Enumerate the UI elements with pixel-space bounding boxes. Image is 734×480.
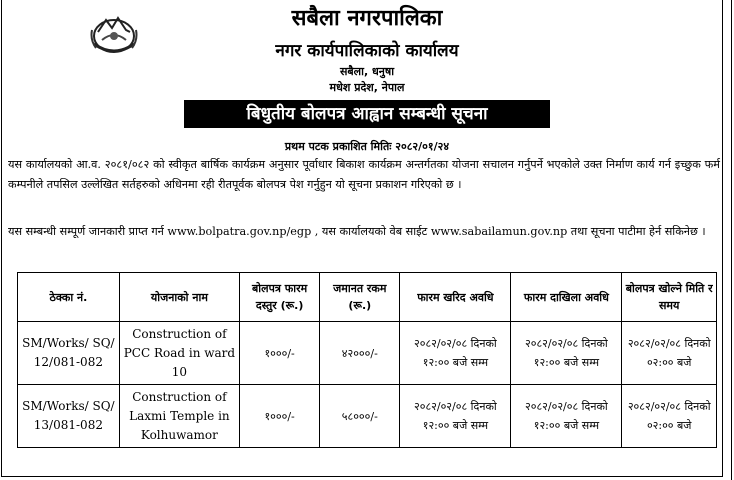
- cell-contract-no: SM/Works/ SQ/ 13/081-082: [18, 385, 120, 448]
- col-header-project-name: योजनाको नाम: [119, 273, 239, 322]
- col-header-bid-security: जमानत रकम (रू.): [320, 273, 400, 322]
- cell-submission-period: २०८२/०२/०८ दिनको १२:०० बजे सम्म: [511, 322, 622, 385]
- table-header-row: [18, 273, 717, 322]
- cell-project-name: Construction of Laxmi Temple in Kolhuwamor: [119, 385, 239, 448]
- tender-table: [17, 272, 717, 448]
- table-row: [18, 322, 717, 385]
- office-location: सबैला, धनुषा: [339, 65, 395, 78]
- col-header-contract-no: ठेक्का नं.: [18, 273, 120, 322]
- notice-paragraph-1: यस कार्यालयको आ.व. २०८१/०८२ को स्वीकृत बार्षिक कार्यक्रम अनुसार पूर्वाधार बिकाश कार्यक्रम अन्तर्गतका योजना सचालन गर्नुपर्ने भएकोले उक्त निर्माण कार्य गर्न इच्छुक फर्म कम्पनीले तपसिल उल्लेखित सर्तहरुको अधिनमा रही रीतपूर्वक बोलपत्र पेश गर्नुहुन यो सूचना प्रकाशन गरिएको छ ।: [8, 158, 720, 191]
- cell-form-fee: १०००/-: [240, 322, 320, 385]
- cell-form-fee: १०००/-: [240, 385, 320, 448]
- municipality-name: सबैला नगरपालिका: [291, 6, 443, 31]
- table-row: [18, 385, 717, 448]
- cell-contract-no: SM/Works/ SQ/ 12/081-082: [18, 322, 120, 385]
- published-date: प्रथम पटक प्रकाशित मितिः २०८२/०१/२४: [284, 140, 450, 153]
- cell-opening-time: २०८२/०२/०८ दिनको ०२:०० बजे: [622, 385, 717, 448]
- cell-opening-time: २०८२/०२/०८ दिनको ०२:०० बजे: [622, 322, 717, 385]
- col-header-opening-time: बोलपत्र खोल्ने मिति र समय: [622, 273, 717, 322]
- notice-title-banner: बिधुतीय बोलपत्र आह्वान सम्बन्धी सूचना: [184, 100, 550, 128]
- office-name: नगर कार्यपालिकाको कार्यालय: [275, 41, 459, 61]
- cell-purchase-period: २०८२/०२/०८ दिनको १२:०० बजे सम्म: [400, 322, 511, 385]
- office-province: मधेश प्रदेश, नेपाल: [329, 81, 405, 94]
- col-header-purchase-period: फारम खरिद अवधि: [400, 273, 511, 322]
- cell-bid-security: ५८०००/-: [320, 385, 400, 448]
- col-header-submission-period: फारम दाखिला अवधि: [511, 273, 622, 322]
- col-header-form-fee: बोलपत्र फारम दस्तुर (रू.): [240, 273, 320, 322]
- cell-project-name: Construction of PCC Road in ward 10: [119, 322, 239, 385]
- cell-bid-security: ४२०००/-: [320, 322, 400, 385]
- cell-purchase-period: २०८२/०२/०८ दिनको १२:०० बजे सम्म: [400, 385, 511, 448]
- notice-paragraph-2: यस सम्बन्धी सम्पूर्ण जानकारी प्राप्त गर्न www.bolpatra.gov.np/egp , यस कार्यालयको वेब साईट www.sabailamun.gov.np तथा सूचना पाटीमा हेर्न सकिनेछ ।: [8, 225, 706, 238]
- cell-submission-period: २०८२/०२/०८ दिनको १२:०० बजे सम्म: [511, 385, 622, 448]
